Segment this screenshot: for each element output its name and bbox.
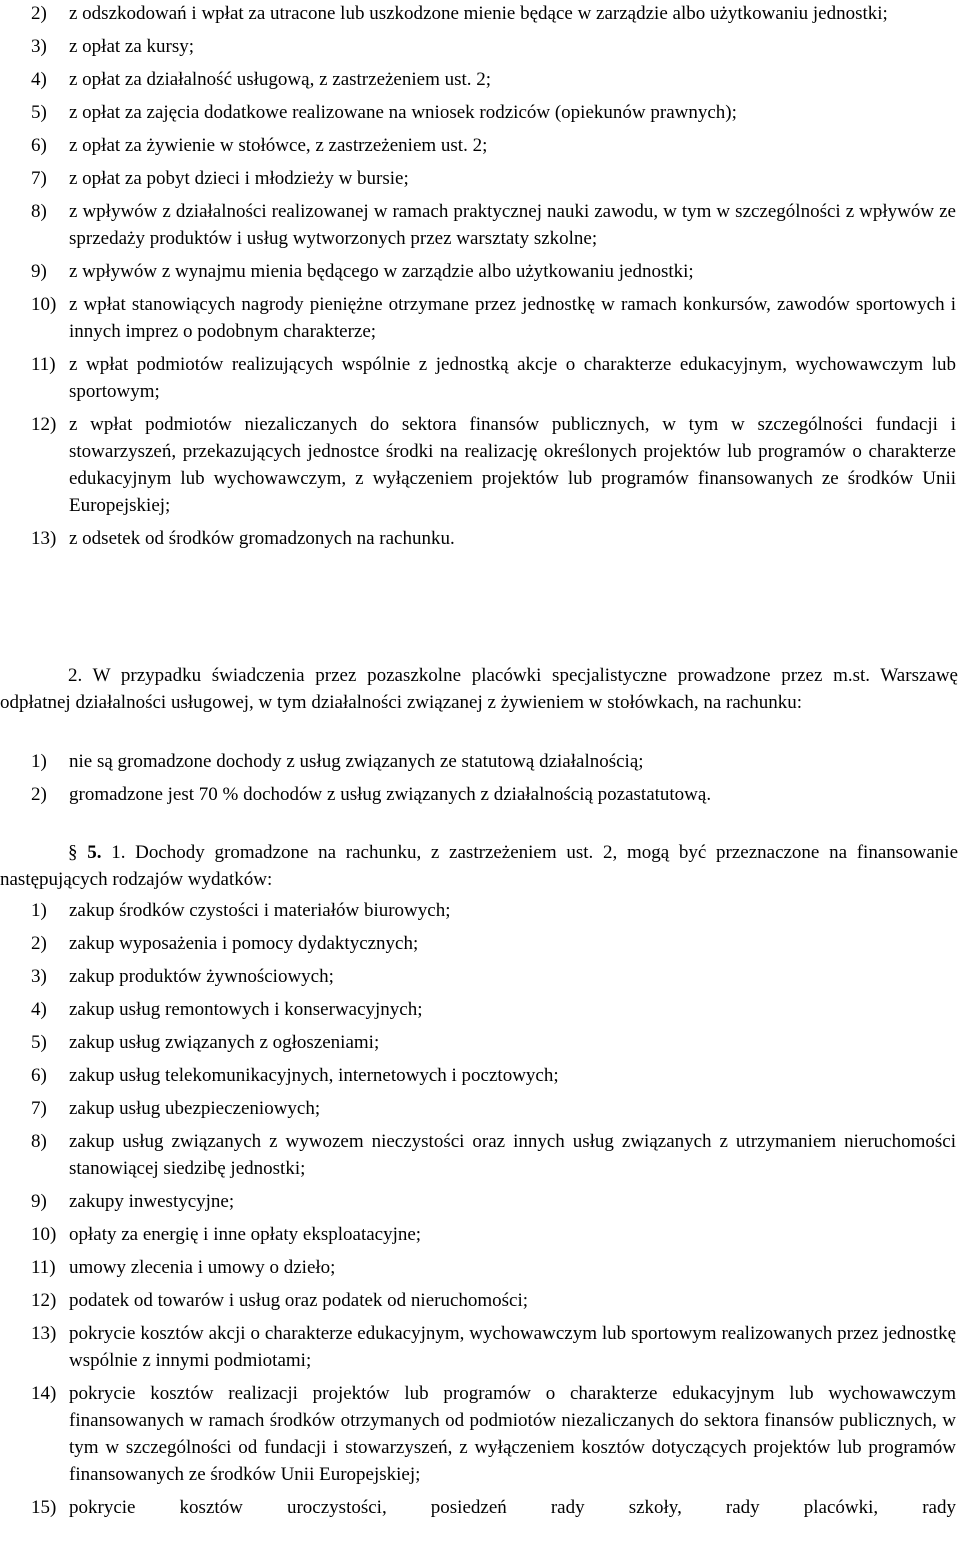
list-item-text: zakup wyposażenia i pomocy dydaktycznych; [69,933,419,954]
list-item-number: 15) [31,1497,57,1518]
list-item-text: z odszkodowań i wpłat za utracone lub uszkodzone mienie będące w zarządzie albo użytkowaniu jednostki; [69,3,888,24]
section-5 [0,839,960,893]
list-item [0,351,958,405]
list-item-number: 12) [31,414,57,435]
list-item-text: z wpłat stanowiących nagrody pieniężne otrzymane przez jednostkę w ramach konkursów, zawodów sportowych i innych imprez o podobnym charakterze; [69,294,956,342]
list-item [0,1254,958,1281]
list-item-number: 8) [31,1131,47,1152]
list-item [0,1287,958,1314]
expense-types-list [0,897,958,1521]
list-item [0,1128,958,1182]
list-item-number: 10) [31,294,57,315]
list-item-number: 1) [31,900,47,921]
list-item-number: 9) [31,261,47,282]
list-item-text: z wpłat podmiotów realizujących wspólnie z jednostką akcje o charakterze edukacyjnym, wychowawczym lub sportowym; [69,354,956,402]
list-item-text: zakup usług ubezpieczeniowych; [69,1098,321,1119]
list-item [0,411,958,519]
list-item-number: 10) [31,1224,57,1245]
list-item [0,198,958,252]
list-item-number: 5) [31,1032,47,1053]
list-item [0,33,958,60]
list-item-text: z wpływów z działalności realizowanej w ramach praktycznej nauki zawodu, w tym w szczególności z wpływów ze sprzedaży produktów i usług wytworzonych przez warsztaty szkolne; [69,201,956,249]
list-item [0,1062,958,1089]
list-item [0,525,958,552]
list-item [0,781,958,808]
list-item-text: zakup środków czystości i materiałów biurowych; [69,900,451,921]
list-item-text: pokrycie kosztów akcji o charakterze edukacyjnym, wychowawczym lub sportowym realizowanych przez jednostkę wspólnie z innymi podmiotami; [69,1323,956,1371]
list-item [0,132,958,159]
list-item-number: 7) [31,168,47,189]
list-item [0,963,958,990]
list-item-text: z opłat za zajęcia dodatkowe realizowane na wniosek rodziców (opiekunów prawnych); [69,102,737,123]
service-income-list [0,748,958,808]
list-item-number: 14) [31,1383,57,1404]
list-item-text: opłaty za energię i inne opłaty eksploatacyjne; [69,1224,422,1245]
list-item [0,1494,958,1521]
list-item [0,996,958,1023]
list-item-text: z opłat za kursy; [69,36,195,57]
income-sources-list [0,0,958,552]
list-item-number: 7) [31,1098,47,1119]
list-item-text: z wpłat podmiotów niezaliczanych do sektora finansów publicznych, w tym w szczególności fundacji i stowarzyszeń, przekazujących jednostce środki na realizację określonych projektów lub programów o charakterze edukacyjnym lub wychowawczym, z wyłączeniem projektów lub programów finansowanych ze środków Unii Europejskiej; [69,414,956,516]
list-item-text: zakup usług związanych z wywozem nieczystości oraz innych usług związanych z utrzymaniem nieruchomości stanowiącej siedzibę jednostki; [69,1131,956,1179]
list-item-number: 13) [31,1323,57,1344]
paragraph-2-text: 2. W przypadku świadczenia przez pozaszkolne placówki specjalistyczne prowadzone przez m.st. Warszawę odpłatnej działalności usługowej, w tym działalności związanej z żywieniem w stołówkach, na rachunku: [0,665,958,713]
list-item-number: 5) [31,102,47,123]
list-item-number: 12) [31,1290,57,1311]
list-item [0,291,958,345]
list-item-text: zakup usług remontowych i konserwacyjnych; [69,999,423,1020]
list-item [0,1221,958,1248]
list-item-number: 3) [31,36,47,57]
list-item-number: 8) [31,201,47,222]
list-item-number: 2) [31,784,47,805]
paragraph-2 [0,662,960,716]
list-item-number: 6) [31,1065,47,1086]
list-item [0,1380,958,1488]
list-item [0,1188,958,1215]
list-item-number: 11) [31,1257,56,1278]
list-item [0,66,958,93]
list-item-number: 6) [31,135,47,156]
list-item [0,930,958,957]
list-item-number: 1) [31,751,47,772]
list-item [0,258,958,285]
section-5-text: 1. Dochody gromadzone na rachunku, z zastrzeżeniem ust. 2, mogą być przeznaczone na finansowanie następujących rodzajów wydatków: [0,842,959,890]
list-item-text: pokrycie kosztów uroczystości, posiedzeń rady szkoły, rady placówki, rady [69,1497,956,1518]
list-item-number: 13) [31,528,57,549]
list-item-number: 4) [31,999,47,1020]
list-item [0,748,958,775]
list-item-text: nie są gromadzone dochody z usług związanych ze statutową działalnością; [69,751,644,772]
list-item-number: 2) [31,933,47,954]
list-item-number: 4) [31,69,47,90]
list-item-text: podatek od towarów i usług oraz podatek od nieruchomości; [69,1290,529,1311]
list-item-number: 2) [31,3,47,24]
list-item [0,1320,958,1374]
list-item-number: 3) [31,966,47,987]
list-item [0,1095,958,1122]
section-number: 5. [87,842,102,863]
list-item-text: gromadzone jest 70 % dochodów z usług związanych z działalnością pozastatutową. [69,784,712,805]
list-item-text: z wpływów z wynajmu mienia będącego w zarządzie albo użytkowaniu jednostki; [69,261,694,282]
section-mark: § [68,842,78,863]
list-item-text: z opłat za pobyt dzieci i młodzieży w bursie; [69,168,409,189]
list-item-number: 11) [31,354,56,375]
list-item-text: umowy zlecenia i umowy o dzieło; [69,1257,336,1278]
list-item-number: 9) [31,1191,47,1212]
list-item-text: zakup usług związanych z ogłoszeniami; [69,1032,380,1053]
list-item-text: z odsetek od środków gromadzonych na rachunku. [69,528,455,549]
list-item-text: pokrycie kosztów realizacji projektów lub programów o charakterze edukacyjnym lub wychowawczym finansowanych w ramach środków otrzymanych od podmiotów niezaliczanych do sektora finansów publicznych, w tym w szczególności od fundacji i stowarzyszeń, z wyłączeniem kosztów dotyczących projektów lub programów finansowanych ze środków Unii Europejskiej; [69,1383,956,1485]
list-item [0,0,958,27]
list-item [0,897,958,924]
list-item [0,165,958,192]
list-item-text: zakup usług telekomunikacyjnych, internetowych i pocztowych; [69,1065,559,1086]
list-item [0,99,958,126]
list-item-text: zakupy inwestycyjne; [69,1191,235,1212]
list-item-text: z opłat za działalność usługową, z zastrzeżeniem ust. 2; [69,69,492,90]
list-item-text: z opłat za żywienie w stołówce, z zastrzeżeniem ust. 2; [69,135,488,156]
list-item-text: zakup produktów żywnościowych; [69,966,334,987]
list-item [0,1029,958,1056]
